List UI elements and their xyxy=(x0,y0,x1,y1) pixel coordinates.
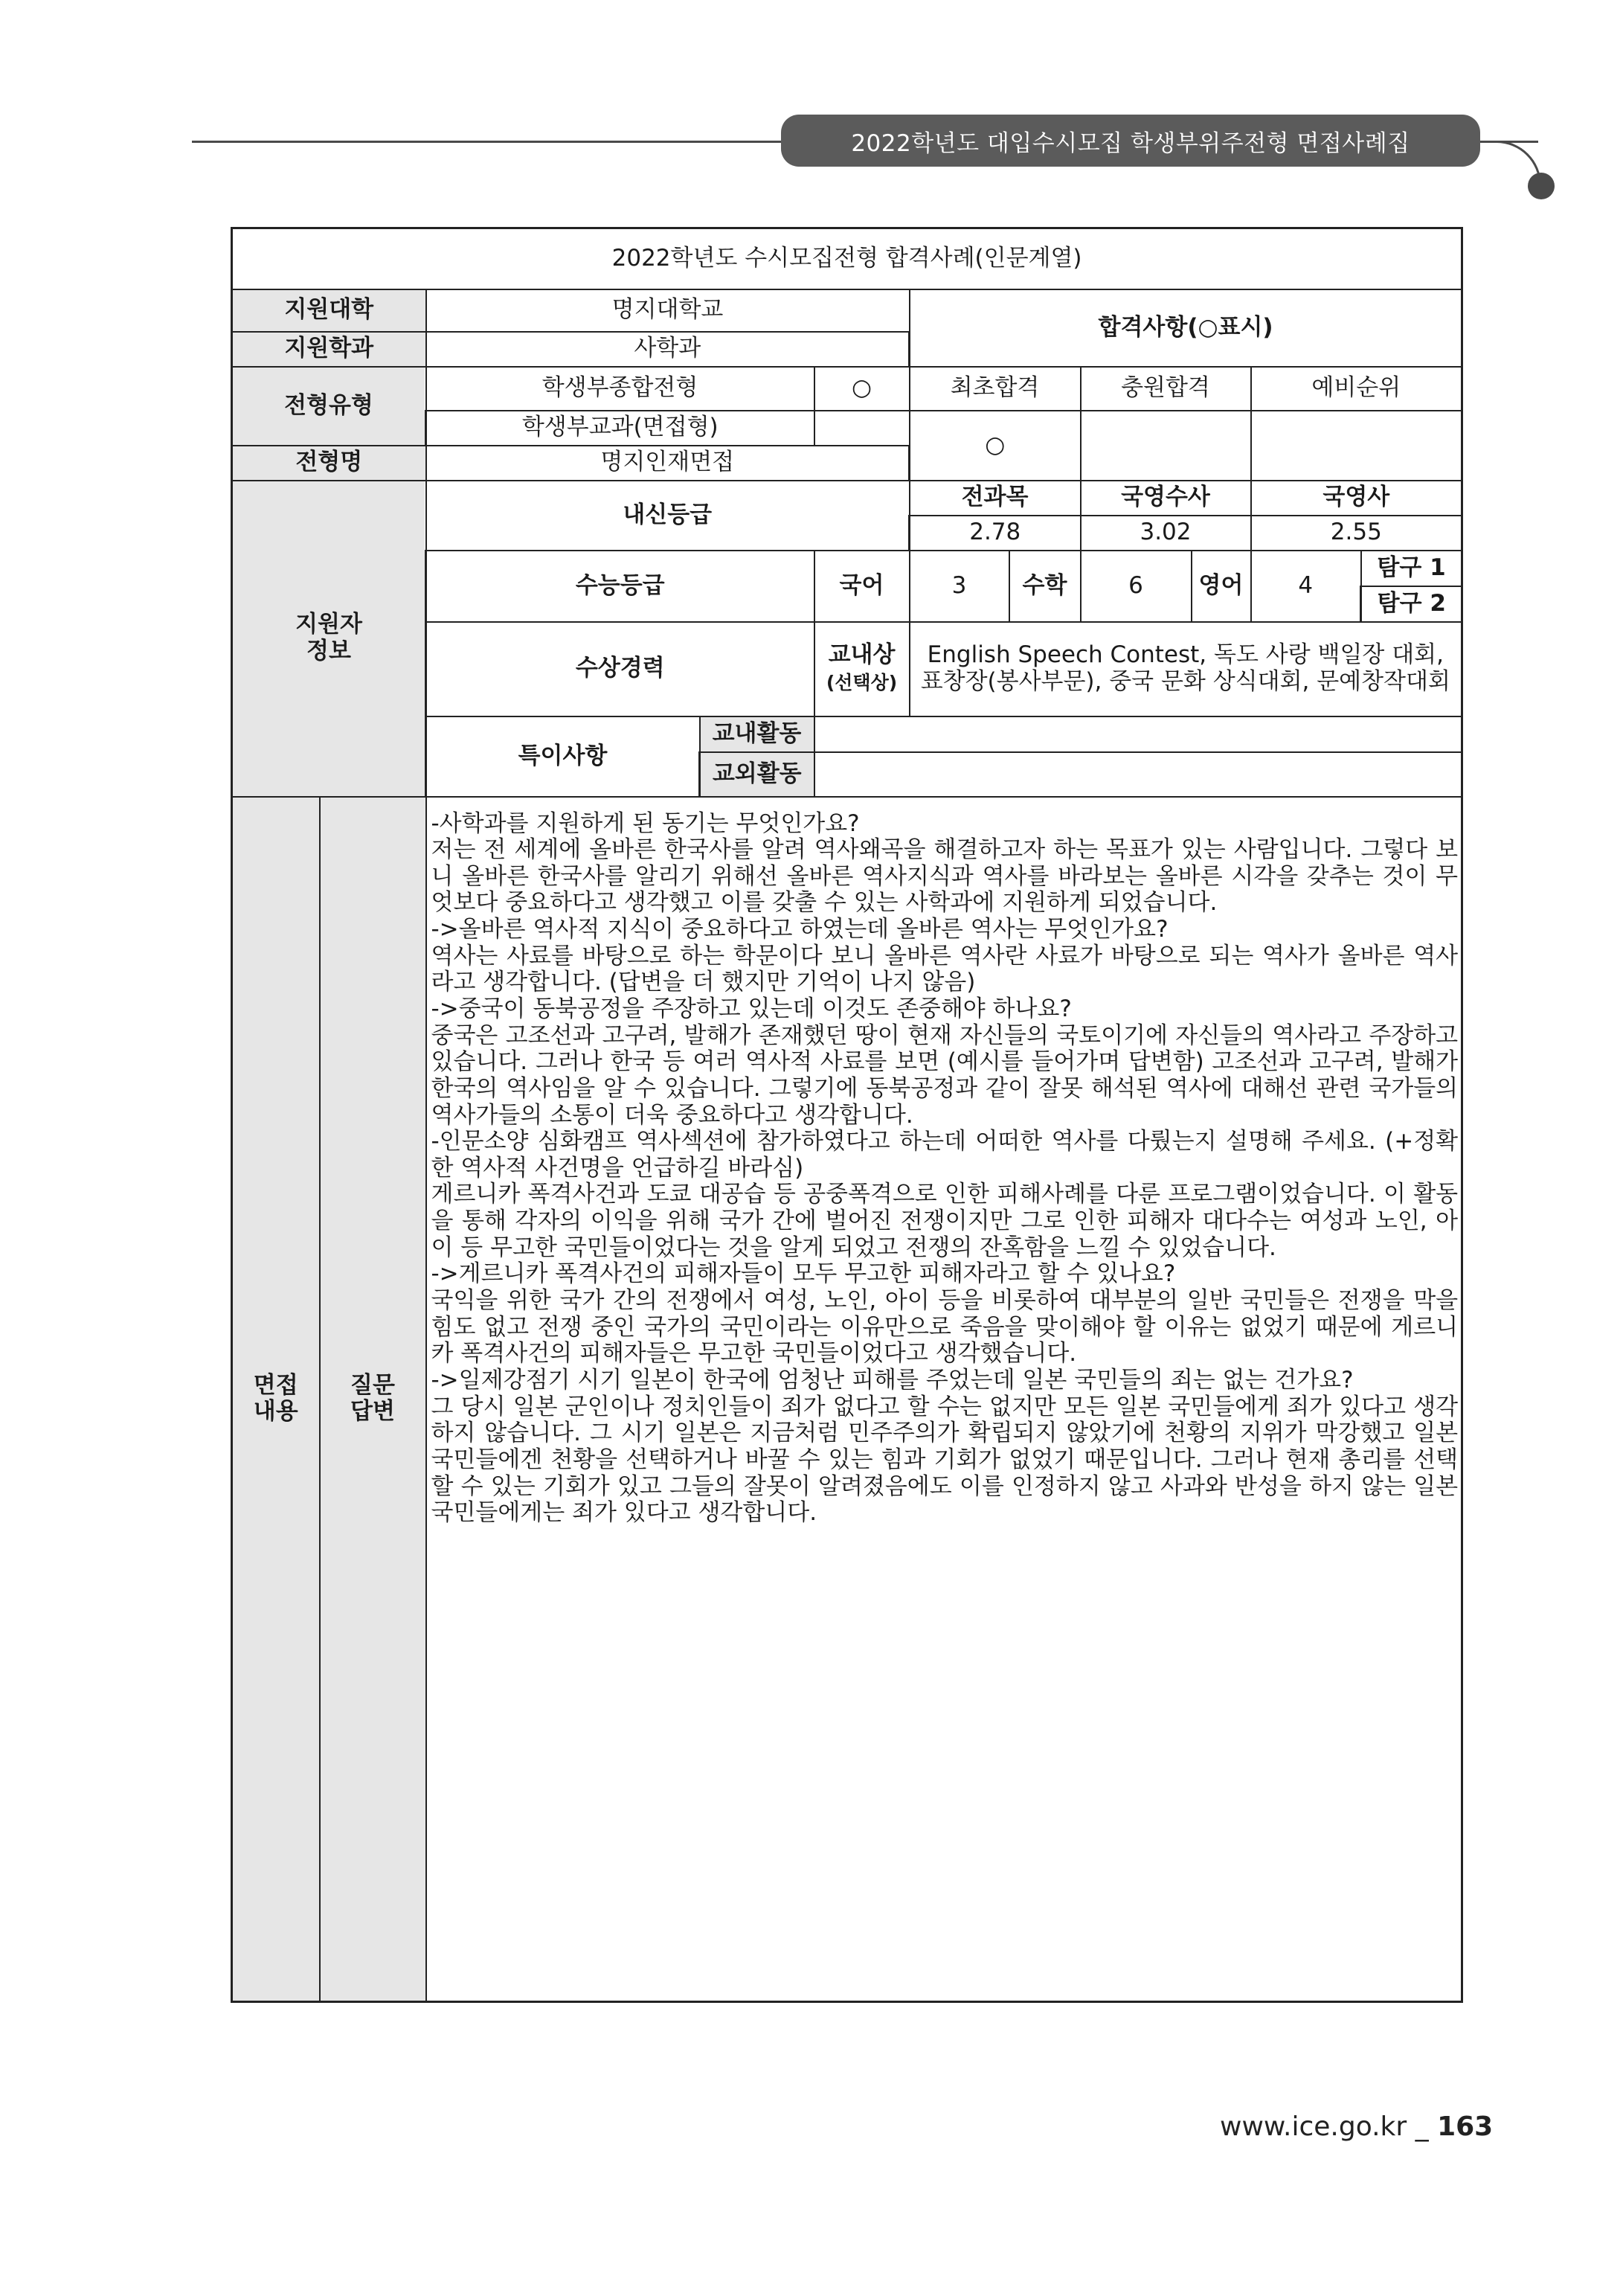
qa-question: ->중국이 동북공정을 주장하고 있는데 이것도 존중해야 하나요? xyxy=(431,995,1072,1022)
grade-value-kems: 3.02 xyxy=(1081,516,1251,551)
csat-inquiry1-label: 탐구 1 xyxy=(1361,551,1462,586)
csat-math-label: 수학 xyxy=(1009,551,1081,622)
mark-type-1: ○ xyxy=(814,367,910,411)
label-university: 지원대학 xyxy=(232,289,426,332)
mark-type-2 xyxy=(814,411,910,446)
page-footer xyxy=(1220,2111,1493,2142)
value-department: 사학과 xyxy=(426,332,910,367)
label-csat-grade: 수능등급 xyxy=(426,551,814,622)
label-applicant-info: 지원자 정보 xyxy=(232,481,426,797)
grade-value-all: 2.78 xyxy=(910,516,1081,551)
awards-text: English Speech Contest, 독도 사랑 백일장 대회, 표창장(봉사부문), 중국 문화 상식대회, 문예창작대회 xyxy=(910,622,1462,716)
qa-question: -인문소양 심화캠프 역사섹션에 참가하였다고 하는데 어떠한 역사를 다뤘는지 설명해 주세요. (+정확한 역사적 사건명을 언급하길 바라심) xyxy=(431,1128,1459,1181)
grade-value-kes: 2.55 xyxy=(1251,516,1462,551)
result-header-first: 최초합격 xyxy=(910,367,1081,411)
result-mark-reserve xyxy=(1251,411,1462,481)
qa-answer: 저는 전 세계에 올바른 한국사를 알려 역사왜곡을 해결하고자 하는 목표가 있는 사람입니다. 그렇다 보니 올바른 한국사를 알리기 위해선 올바른 역사지식과 역사를 바라보는 올바른 시각을 갖추는 것이 무엇보다 중요하다고 생각했고 이를 갖출 수 있는 사학과에 지원하게 되었습니다. xyxy=(431,836,1459,917)
label-special-out: 교외활동 xyxy=(700,752,814,797)
result-mark-waitlist xyxy=(1081,411,1251,481)
page-number: 163 xyxy=(1437,2111,1494,2142)
csat-math-value: 6 xyxy=(1081,551,1192,622)
label-department: 지원학과 xyxy=(232,332,426,367)
label-awards: 수상경력 xyxy=(426,622,814,716)
label-awards-sub: 교내상 (선택상) xyxy=(814,622,910,716)
result-header: 합격사항(○표시) xyxy=(910,289,1462,367)
csat-korean-label: 국어 xyxy=(814,551,910,622)
header-dot xyxy=(1528,173,1555,199)
grade-header-all: 전과목 xyxy=(910,481,1081,516)
qa-answer: 역사는 사료를 바탕으로 하는 학문이다 보니 올바른 역사란 사료가 바탕으로 되는 역사가 올바른 역사라고 생각합니다. (답변을 더 했지만 기억이 나지 않음) xyxy=(431,942,1459,996)
admission-case-table xyxy=(231,227,1463,2003)
header-tab: 2022학년도 대입수시모집 학생부위주전형 면접사례집 xyxy=(781,115,1480,167)
special-in-value xyxy=(814,716,1462,752)
value-type-1: 학생부종합전형 xyxy=(426,367,814,411)
label-interview: 면접 내용 xyxy=(232,797,320,2002)
page-title: 2022학년도 수시모집전형 합격사례(인문계열) xyxy=(232,228,1462,289)
value-university: 명지대학교 xyxy=(426,289,910,332)
qa-answer: 그 당시 일본 군인이나 정치인들이 죄가 없다고 할 수는 없지만 모든 일본 국민들에게 죄가 있다고 생각하지 않습니다. 그 시기 일본은 지금처럼 민주주의가 확립되지 않았기에 천황의 지위가 막강했고 일본 국민들에겐 천황을 선택하거나 바꿀 수 있는 힘과 기회가 없었기 때문입니다. 그러나 현재 총리를 선택할 수 있는 기회가 있고 그들의 잘못이 알려졌음에도 이를 인정하지 않고 사과와 반성을 하지 않는 일본 국민들에게는 죄가 있다고 생각합니다. xyxy=(431,1393,1459,1527)
label-admission-name: 전형명 xyxy=(232,446,426,481)
value-admission-name: 명지인재면접 xyxy=(426,446,910,481)
qa-answer: 게르니카 폭격사건과 도쿄 대공습 등 공중폭격으로 인한 피해사례를 다룬 프로그램이었습니다. 이 활동을 통해 각자의 이익을 위해 국가 간에 벌어진 전쟁이지만 그로 인한 피해자 대다수는 여성과 노인, 아이 등 무고한 국민들이었다는 것을 알게 되었고 전쟁의 잔혹함을 느낄 수 있었습니다. xyxy=(431,1181,1459,1261)
qa-answer: 중국은 고조선과 고구려, 발해가 존재했던 땅이 현재 자신들의 국토이기에 자신들의 역사라고 주장하고 있습니다. 그러나 한국 등 여러 역사적 사료를 보면 (예시를 들어가며 답변함) 고조선과 고구려, 발해가 한국의 역사임을 알 수 있습니다. 그렇기에 동북공정과 같이 잘못 해석된 역사에 대해선 관련 국가들의 역사가들의 소통이 더욱 중요하다고 생각합니다. xyxy=(431,1022,1459,1129)
label-special-in: 교내활동 xyxy=(700,716,814,752)
result-header-reserve: 예비순위 xyxy=(1251,367,1462,411)
qa-question: ->게르니카 폭격사건의 피해자들이 모두 무고한 피해자라고 할 수 있나요? xyxy=(431,1260,1176,1288)
result-header-waitlist: 충원합격 xyxy=(1081,367,1251,411)
grade-header-kes: 국영사 xyxy=(1251,481,1462,516)
qa-question: ->올바른 역사적 지식이 중요하다고 하였는데 올바른 역사는 무엇인가요? xyxy=(431,916,1169,943)
label-qa: 질문 답변 xyxy=(320,797,426,2002)
result-mark-first: ○ xyxy=(910,411,1081,481)
label-school-grade: 내신등급 xyxy=(426,481,910,551)
csat-english-label: 영어 xyxy=(1192,551,1251,622)
csat-korean-value: 3 xyxy=(910,551,1009,622)
csat-english-value: 4 xyxy=(1251,551,1361,622)
qa-question: ->일제강점기 시기 일본이 한국에 엄청난 피해를 주었는데 일본 국민들의 죄는 없는 건가요? xyxy=(431,1366,1354,1394)
label-admission-type: 전형유형 xyxy=(232,367,426,446)
footer-url: www.ice.go.kr _ xyxy=(1220,2111,1438,2142)
special-out-value xyxy=(814,752,1462,797)
interview-qa-text xyxy=(426,797,1462,2002)
grade-header-kems: 국영수사 xyxy=(1081,481,1251,516)
label-special: 특이사항 xyxy=(426,716,700,797)
value-type-2: 학생부교과(면접형) xyxy=(426,411,814,446)
csat-inquiry2-label: 탐구 2 xyxy=(1361,586,1462,622)
qa-question: -사학과를 지원하게 된 동기는 무엇인가요? xyxy=(431,809,860,837)
qa-answer: 국익을 위한 국가 간의 전쟁에서 여성, 노인, 아이 등을 비롯하여 대부분의 일반 국민들은 전쟁을 막을 힘도 없고 전쟁 중인 국가의 국민이라는 이유만으로 죽음을 맞이해야 할 이유는 없었기 때문에 게르니카 폭격사건의 피해자들은 무고한 국민들이었다고 생각했습니다. xyxy=(431,1287,1459,1367)
